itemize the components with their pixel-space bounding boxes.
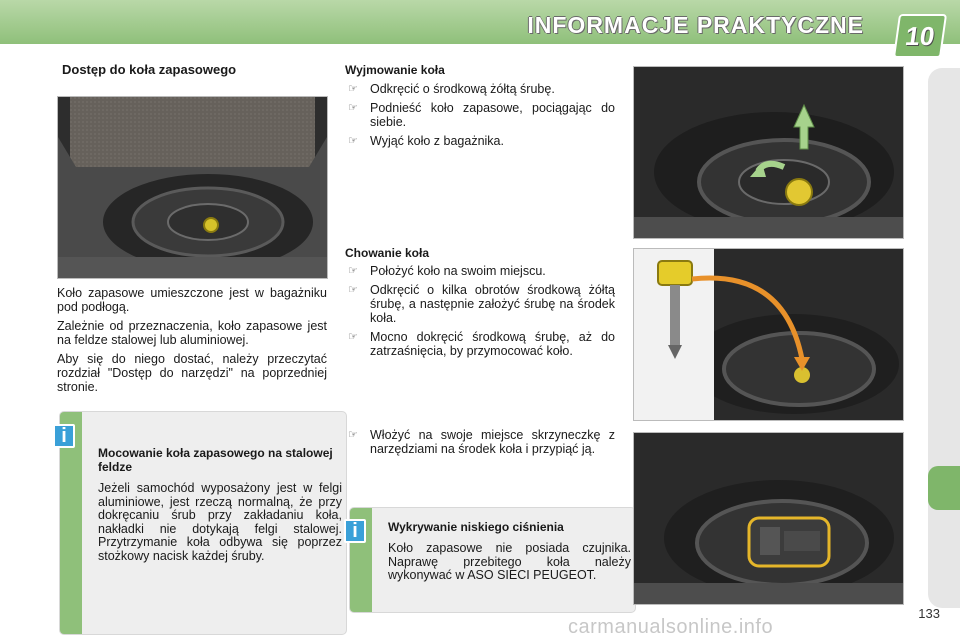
- info-box-title: Wykrywanie niskiego ciśnienia: [388, 520, 564, 534]
- intro-text: [57, 286, 327, 399]
- storage-heading: Chowanie koła: [345, 246, 430, 260]
- chapter-badge: 10: [893, 14, 947, 58]
- list-item: ☞ Wyjąć koło z bagażnika.: [348, 134, 504, 148]
- toolbox-placement-photo: [633, 432, 904, 605]
- paragraph: Zależnie od przeznaczenia, koło zapasowe jest na feldze stalowej lub aluminiowej.: [57, 319, 327, 347]
- list-item: ☞ Położyć koło na swoim miejscu.: [348, 264, 546, 278]
- pointing-hand-icon: ☞: [348, 284, 358, 296]
- pointing-hand-icon: ☞: [348, 265, 358, 277]
- trunk-photo: [57, 96, 328, 279]
- chapter-side-tabs: [928, 68, 960, 608]
- info-box-low-pressure: [350, 508, 635, 612]
- active-chapter-tab[interactable]: [928, 466, 960, 510]
- pointing-hand-icon: ☞: [348, 83, 358, 95]
- info-icon: i: [344, 519, 366, 543]
- paragraph: Koło zapasowe umieszczone jest w bagażniku pod podłogą.: [57, 286, 327, 314]
- page-title: INFORMACJE PRAKTYCZNE: [527, 12, 864, 38]
- section-title: Dostęp do koła zapasowego: [62, 62, 237, 77]
- list-item: ☞ Odkręcić o kilka obrotów środkową żółtą śrubę, a następnie założyć śrubę na środek koła.: [348, 283, 615, 325]
- info-icon: i: [53, 424, 75, 448]
- pointing-hand-icon: ☞: [348, 331, 358, 343]
- removal-heading: Wyjmowanie koła: [345, 63, 445, 77]
- pointing-hand-icon: ☞: [348, 102, 358, 114]
- storage-steps: [345, 264, 615, 363]
- removal-steps: [345, 82, 615, 153]
- info-box-text: Koło zapasowe nie posiada czujnika. Naprawę przebitego koła należy wykonywać w ASO SIECI PEUGEOT.: [388, 541, 631, 582]
- info-box-title: Mocowanie koła zapasowego na stalowej feldze: [98, 446, 333, 474]
- list-item: ☞ Włożyć na swoje miejsce skrzyneczkę z narzędziami na środek koła i przypiąć ją.: [348, 428, 615, 456]
- list-item: ☞ Podnieść koło zapasowe, pociągając do siebie.: [348, 101, 615, 129]
- info-box-text: Jeżeli samochód wyposażony jest w felgi aluminiowe, jest rzeczą normalną, że przy dokręcaniu śrub przy zakładaniu koła, nakładki nie dotykają felgi stalowej. Przytrzymanie koła odbywa się poprzez stożkowy nacisk każdej śruby.: [98, 481, 342, 563]
- info-box-steel-rim: [60, 412, 346, 634]
- pointing-hand-icon: ☞: [348, 429, 358, 441]
- watermark: carmanualsonline.info: [568, 616, 774, 638]
- list-item: ☞ Mocno dokręcić środkową śrubę, aż do zatrzaśnięcia, by przymocować koło.: [348, 330, 615, 358]
- spare-wheel-storage-photo: [633, 248, 904, 421]
- pointing-hand-icon: ☞: [348, 135, 358, 147]
- spare-wheel-removal-photo: [633, 66, 904, 239]
- list-item: ☞ Odkręcić o środkową żółtą śrubę.: [348, 82, 555, 96]
- page-number: 133: [918, 606, 940, 621]
- paragraph: Aby się do niego dostać, należy przeczytać rozdział "Dostęp do narzędzi" na poprzedniej stronie.: [57, 352, 327, 394]
- toolbox-step: [345, 428, 615, 461]
